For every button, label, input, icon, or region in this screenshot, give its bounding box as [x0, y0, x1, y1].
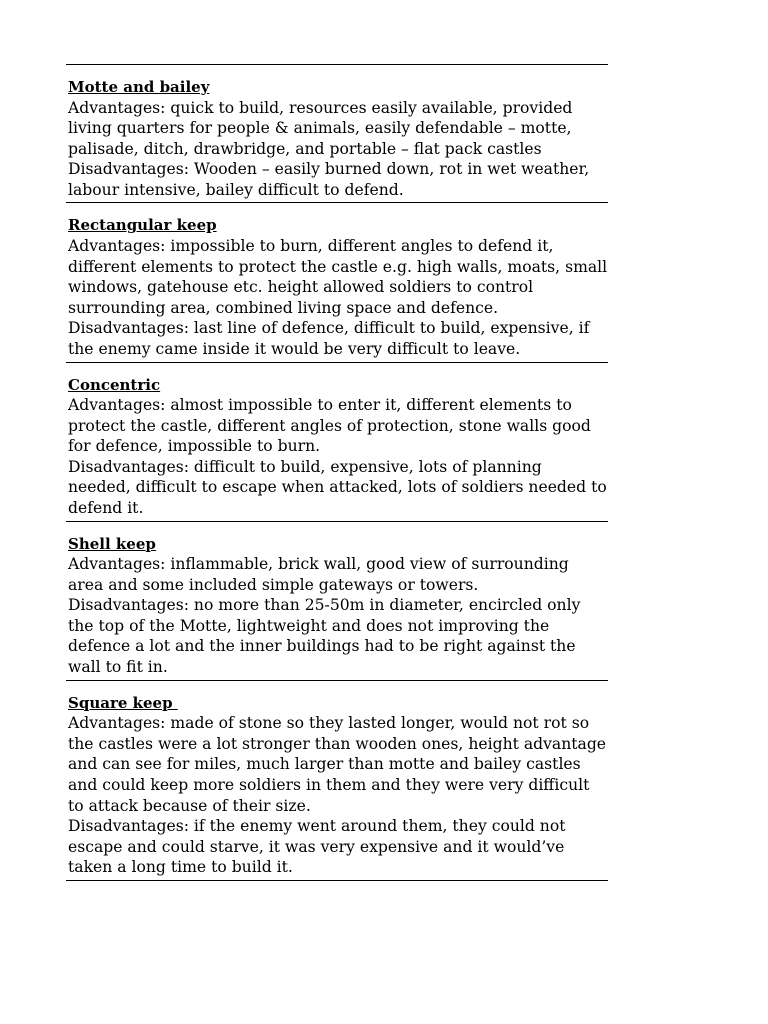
- text-line: and could keep more soldiers in them and they were very difficult: [68, 775, 590, 794]
- section-motte-and-bailey: [66, 65, 608, 203]
- text-line: Disadvantages: if the enemy went around them, they could not: [68, 817, 566, 836]
- section-rectangular-keep: [66, 203, 608, 362]
- castle-types-table: [66, 64, 608, 881]
- text-line: Disadvantages: difficult to build, expensive, lots of planning: [68, 457, 542, 476]
- section-title: Rectangular keep: [68, 216, 217, 235]
- section-concentric: [66, 363, 608, 522]
- section-title: Shell keep: [68, 534, 156, 553]
- text-line: Advantages: inflammable, brick wall, good view of surrounding: [68, 555, 569, 574]
- text-line: living quarters for people & animals, easily defendable – motte,: [68, 119, 572, 138]
- text-line: defend it.: [68, 499, 144, 517]
- text-line: different elements to protect the castle e.g. high walls, moats, small: [68, 257, 608, 276]
- text-line: palisade, ditch, drawbridge, and portable – flat pack castles: [68, 139, 542, 158]
- text-line: Advantages: made of stone so they lasted longer, would not rot so: [68, 714, 590, 733]
- text-line: the enemy came inside it would be very difficult to leave.: [68, 339, 521, 358]
- section-shell-keep: [66, 522, 608, 681]
- text-line: surrounding area, combined living space and defence.: [68, 298, 499, 317]
- text-line: Advantages: almost impossible to enter it, different elements to: [68, 396, 572, 415]
- text-line: and can see for miles, much larger than motte and bailey castles: [68, 755, 581, 774]
- text-line: escape and could starve, it was very expensive and it would’ve: [68, 837, 565, 856]
- text-line: needed, difficult to escape when attacked, lots of soldiers needed to: [68, 478, 607, 497]
- text-line: the top of the Motte, lightweight and does not improving the: [68, 616, 550, 635]
- text-line: wall to fit in.: [68, 658, 168, 677]
- text-line: Advantages: impossible to burn, different angles to defend it,: [68, 236, 554, 255]
- text-line: defence a lot and the inner buildings had to be right against the: [68, 637, 576, 656]
- section-title: Motte and bailey: [68, 78, 210, 96]
- text-line: area and some included simple gateways or towers.: [68, 575, 479, 594]
- text-line: protect the castle, different angles of protection, stone walls good: [68, 416, 591, 435]
- text-line: windows, gatehouse etc. height allowed soldiers to control: [68, 278, 534, 297]
- text-line: labour intensive, bailey difficult to defend.: [68, 180, 404, 199]
- text-line: Disadvantages: Wooden – easily burned down, rot in wet weather,: [68, 160, 590, 179]
- text-line: Disadvantages: no more than 25-50m in diameter, encircled only: [68, 596, 581, 615]
- text-line: for defence, impossible to burn.: [68, 437, 321, 456]
- text-line: taken a long time to build it.: [68, 858, 293, 877]
- text-line: Disadvantages: last line of defence, difficult to build, expensive, if: [68, 319, 590, 338]
- section-title: Square keep: [68, 693, 178, 712]
- text-line: Advantages: quick to build, resources easily available, provided: [68, 98, 573, 117]
- text-line: to attack because of their size.: [68, 796, 311, 815]
- section-title: Concentric: [68, 375, 161, 394]
- text-line: the castles were a lot stronger than wooden ones, height advantage: [68, 734, 607, 753]
- section-square-keep: [66, 681, 608, 881]
